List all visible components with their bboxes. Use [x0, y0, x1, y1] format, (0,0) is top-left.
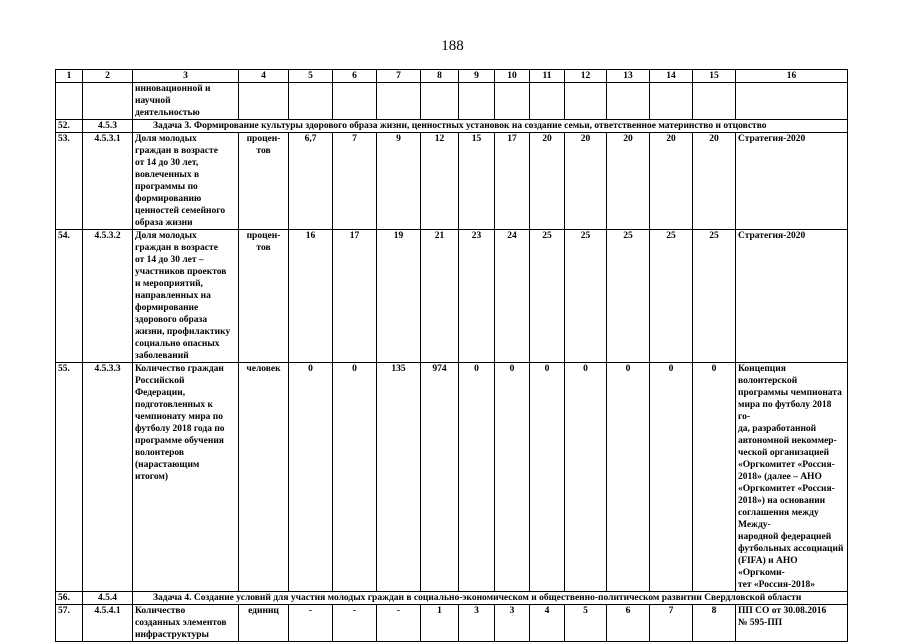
indicator-name: Количество созданных элементов инфраструктуры — [133, 605, 239, 642]
value-cell — [495, 83, 530, 120]
header-cell: 14 — [650, 70, 693, 83]
row-code: 4.5.4 — [83, 592, 133, 605]
value-cell: 1 — [421, 605, 459, 642]
source-cell: Концепция волонтерской программы чемпионата мира по футболу 2018 го- да, разработанной автономной некоммер- ческой организацией «Оргкомитет «Россия- 2018» (далее – АНО «Оргкомитет «Россия- 2018») на основании соглашения между Между- народной федерацией футбольных ассоциаций (FIFA) и АНО «Оргкоми- тет «Россия-2018» — [736, 363, 848, 592]
value-cell: 135 — [377, 363, 421, 592]
value-cell — [459, 83, 495, 120]
row-number: 55. — [56, 363, 83, 592]
value-cell: 0 — [530, 363, 565, 592]
task-row — [56, 120, 848, 133]
value-cell — [421, 83, 459, 120]
value-cell: 25 — [530, 230, 565, 363]
header-cell: 13 — [607, 70, 650, 83]
value-cell: 0 — [607, 363, 650, 592]
row-number — [56, 83, 83, 120]
value-cell: 25 — [693, 230, 736, 363]
indicator-name: Доля молодых граждан в возрасте от 14 до 30 лет, вовлеченных в программы по формированию ценностей семейного образа жизни — [133, 133, 239, 230]
task-title: Задача 3. Формирование культуры здорового образа жизни, ценностных установок на создание семьи, ответственное материнство и отцовство — [133, 120, 848, 133]
value-cell: 24 — [495, 230, 530, 363]
value-cell: 25 — [607, 230, 650, 363]
header-cell: 4 — [239, 70, 289, 83]
header-cell: 10 — [495, 70, 530, 83]
value-cell: 6 — [607, 605, 650, 642]
value-cell: 19 — [377, 230, 421, 363]
row-code: 4.5.3.3 — [83, 363, 133, 592]
value-cell: 16 — [289, 230, 333, 363]
indicators-table — [55, 69, 848, 642]
row-code: 4.5.3.1 — [83, 133, 133, 230]
header-cell: 15 — [693, 70, 736, 83]
unit-cell: процен- тов — [239, 230, 289, 363]
row-number: 57. — [56, 605, 83, 642]
task-row — [56, 592, 848, 605]
value-cell: 25 — [650, 230, 693, 363]
source-cell — [736, 83, 848, 120]
unit-cell: единиц — [239, 605, 289, 642]
header-cell: 2 — [83, 70, 133, 83]
table-row — [56, 133, 848, 230]
value-cell: 20 — [607, 133, 650, 230]
table-row — [56, 363, 848, 592]
page-number: 188 — [441, 38, 464, 54]
header-cell: 7 — [377, 70, 421, 83]
value-cell: 0 — [289, 363, 333, 592]
indicator-name: Доля молодых граждан в возрасте от 14 до 30 лет – участников проектов и мероприятий, направленных на формирование здорового образа жизни, профилактику социально опасных заболеваний — [133, 230, 239, 363]
header-cell: 9 — [459, 70, 495, 83]
value-cell — [693, 83, 736, 120]
header-cell: 11 — [530, 70, 565, 83]
row-code: 4.5.3.2 — [83, 230, 133, 363]
header-cell: 3 — [133, 70, 239, 83]
value-cell: 0 — [333, 363, 377, 592]
unit-cell: процен- тов — [239, 133, 289, 230]
table-row — [56, 605, 848, 642]
indicator-name: инновационной и научной деятельностью — [133, 83, 239, 120]
table-row — [56, 230, 848, 363]
value-cell: 0 — [495, 363, 530, 592]
value-cell: 7 — [650, 605, 693, 642]
row-code — [83, 83, 133, 120]
value-cell: 20 — [693, 133, 736, 230]
header-row — [56, 70, 848, 83]
value-cell: 12 — [421, 133, 459, 230]
value-cell: 17 — [495, 133, 530, 230]
value-cell: 3 — [495, 605, 530, 642]
header-cell: 8 — [421, 70, 459, 83]
header-cell: 1 — [56, 70, 83, 83]
value-cell: 3 — [459, 605, 495, 642]
value-cell — [333, 83, 377, 120]
value-cell: 0 — [693, 363, 736, 592]
value-cell: 8 — [693, 605, 736, 642]
header-cell: 5 — [289, 70, 333, 83]
value-cell: 974 — [421, 363, 459, 592]
value-cell: - — [377, 605, 421, 642]
value-cell — [530, 83, 565, 120]
value-cell: 15 — [459, 133, 495, 230]
value-cell: 4 — [530, 605, 565, 642]
value-cell: 20 — [565, 133, 607, 230]
value-cell: 23 — [459, 230, 495, 363]
unit-cell — [239, 83, 289, 120]
value-cell: 20 — [650, 133, 693, 230]
value-cell: 0 — [565, 363, 607, 592]
value-cell — [289, 83, 333, 120]
value-cell: 21 — [421, 230, 459, 363]
task-title: Задача 4. Создание условий для участия молодых граждан в социально-экономическом и общественно-политическом развитии Свердловской области — [133, 592, 848, 605]
row-number: 52. — [56, 120, 83, 133]
value-cell: 20 — [530, 133, 565, 230]
header-cell: 6 — [333, 70, 377, 83]
value-cell — [565, 83, 607, 120]
indicator-name: Количество граждан Российской Федерации, подготовленных к чемпионату мира по футболу 2018 года по программе обучения волонтеров (нарастающим итогом) — [133, 363, 239, 592]
row-number: 53. — [56, 133, 83, 230]
value-cell — [607, 83, 650, 120]
source-cell: ПП СО от 30.08.2016 № 595-ПП — [736, 605, 848, 642]
value-cell — [377, 83, 421, 120]
value-cell — [650, 83, 693, 120]
value-cell: 6,7 — [289, 133, 333, 230]
unit-cell: человек — [239, 363, 289, 592]
row-code: 4.5.3 — [83, 120, 133, 133]
table-row — [56, 83, 848, 120]
header-cell: 12 — [565, 70, 607, 83]
row-code: 4.5.4.1 — [83, 605, 133, 642]
value-cell: 25 — [565, 230, 607, 363]
header-cell: 16 — [736, 70, 848, 83]
value-cell: 0 — [650, 363, 693, 592]
row-number: 56. — [56, 592, 83, 605]
value-cell: 5 — [565, 605, 607, 642]
value-cell: 0 — [459, 363, 495, 592]
value-cell: - — [289, 605, 333, 642]
value-cell: 9 — [377, 133, 421, 230]
row-number: 54. — [56, 230, 83, 363]
value-cell: 17 — [333, 230, 377, 363]
value-cell: - — [333, 605, 377, 642]
source-cell: Стратегия-2020 — [736, 133, 848, 230]
source-cell: Стратегия-2020 — [736, 230, 848, 363]
value-cell: 7 — [333, 133, 377, 230]
